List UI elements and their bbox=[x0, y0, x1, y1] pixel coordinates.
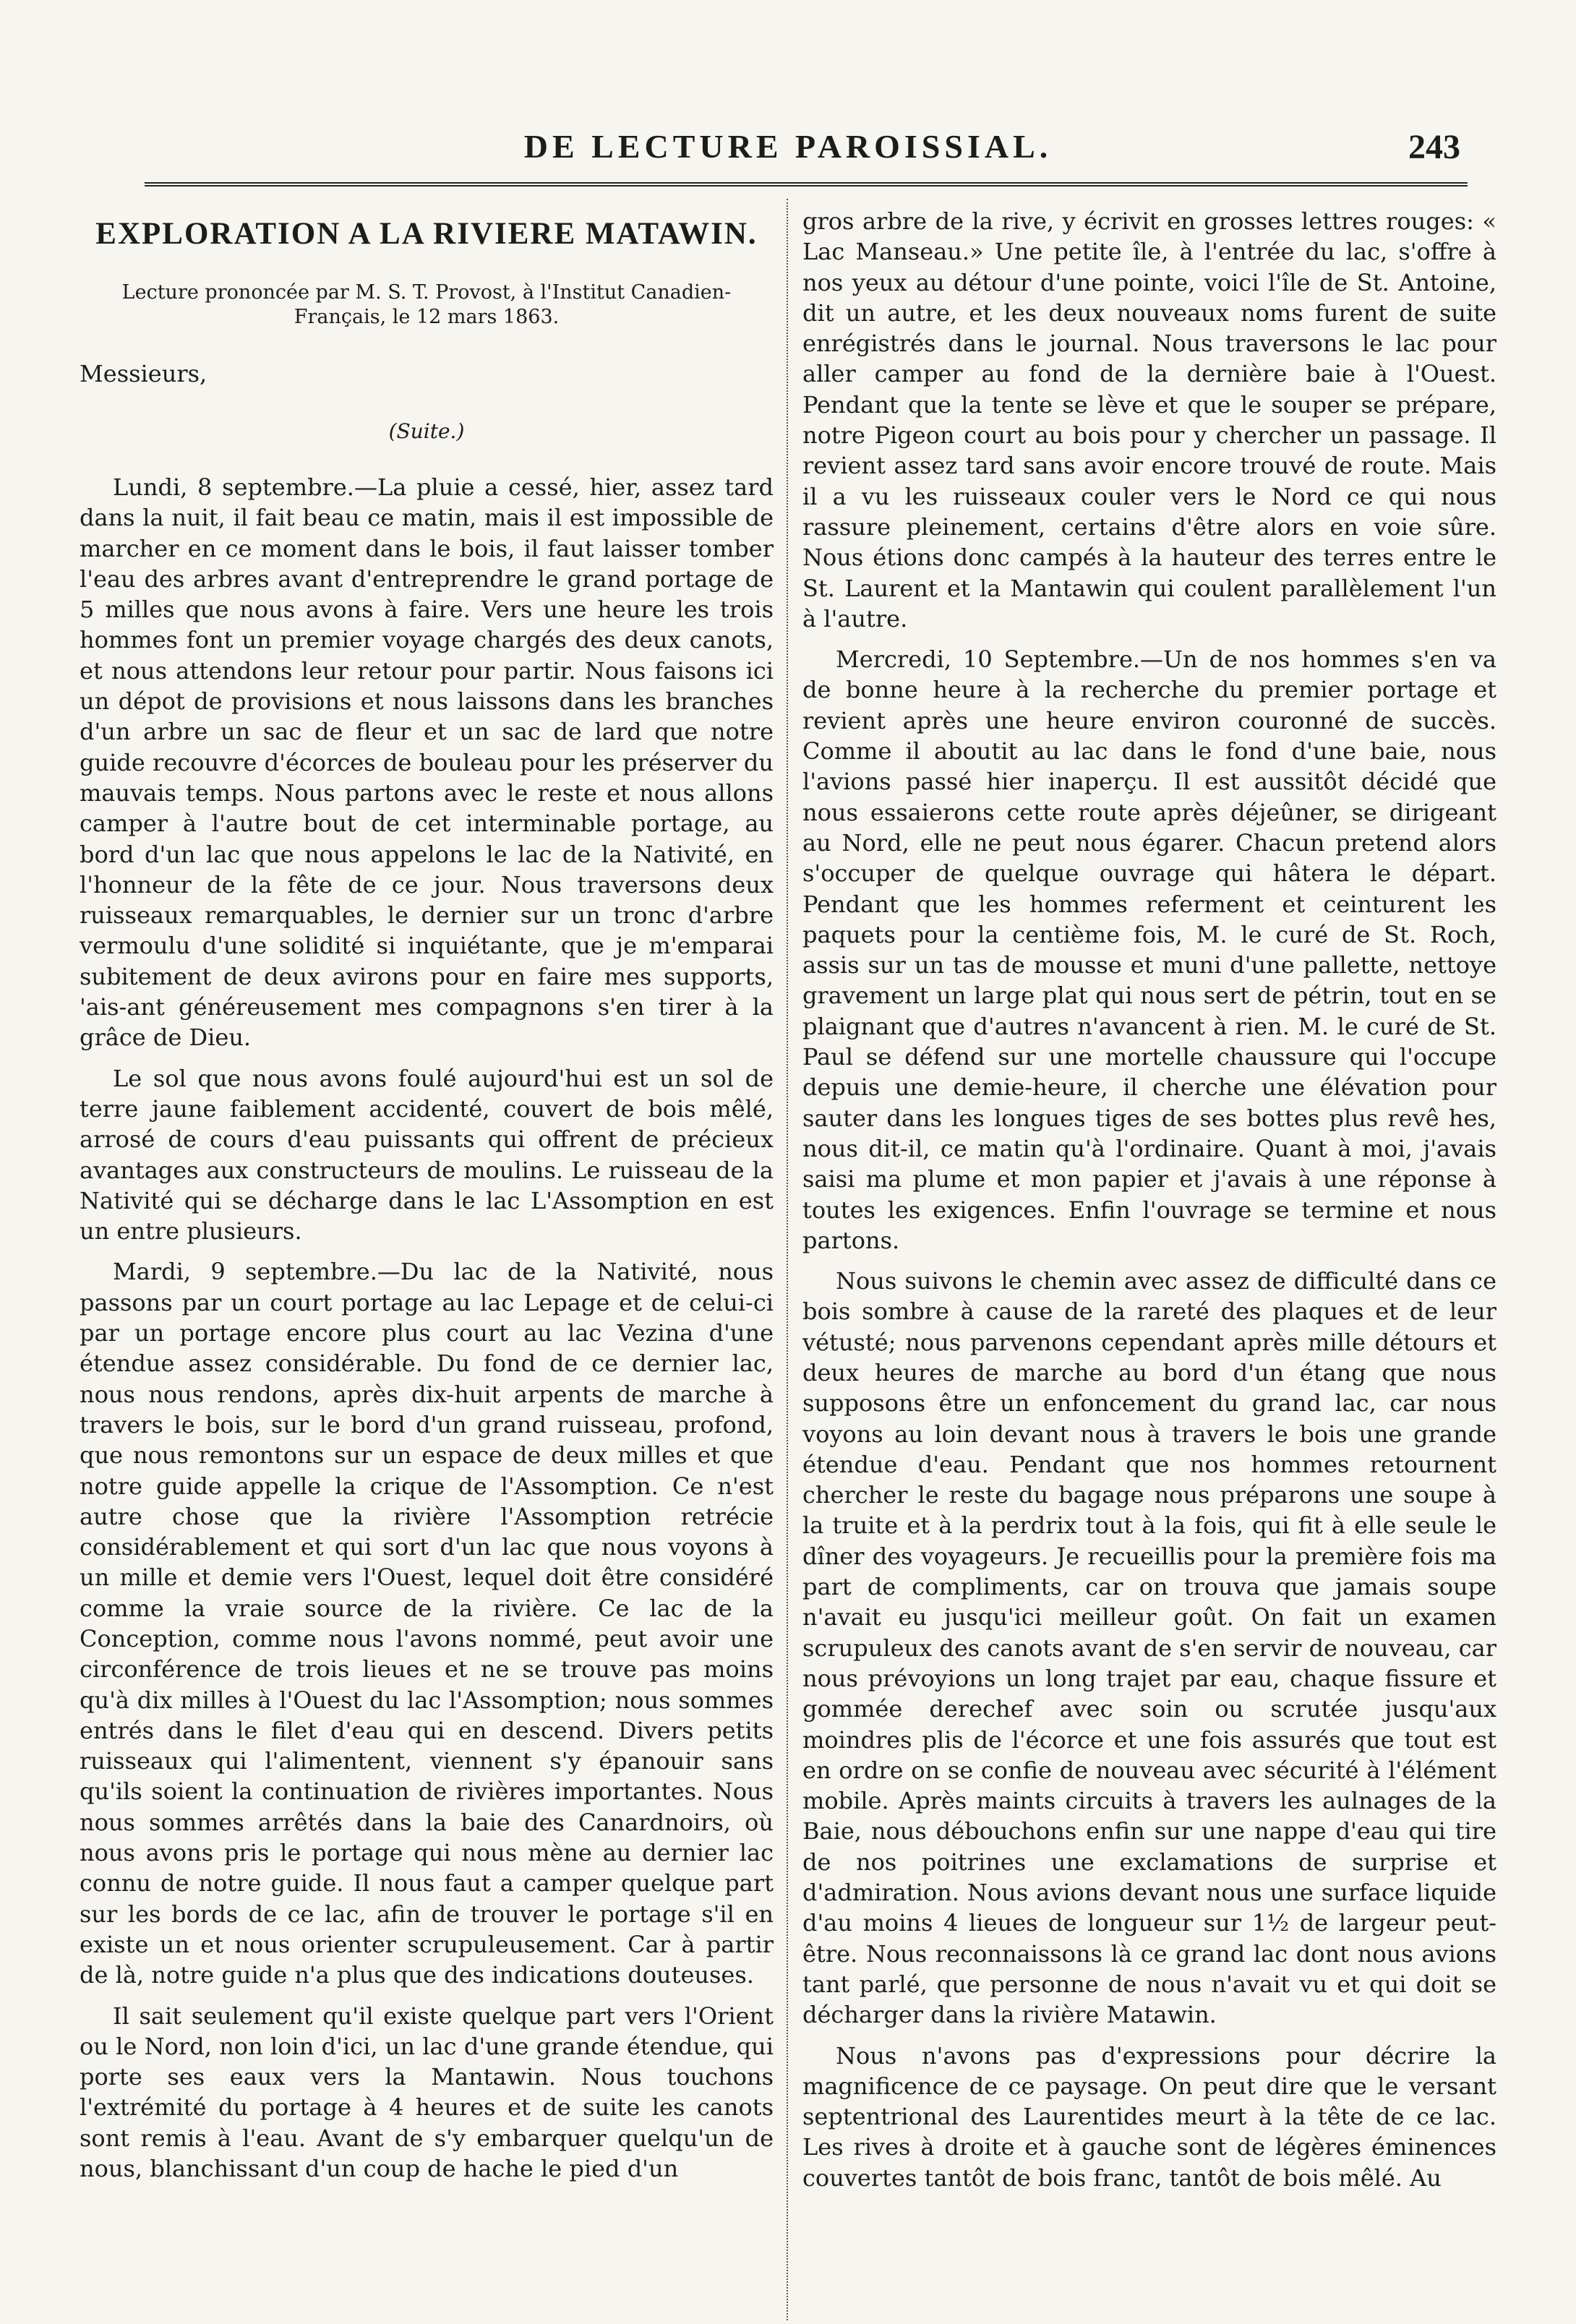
column-divider bbox=[787, 199, 788, 2320]
continued-note: (Suite.) bbox=[388, 419, 465, 443]
paragraph: Le sol que nous avons foulé aujourd'hui est un sol de terre jaune faiblement accidenté, couvert de bois mêlé, arrosé de cours d'eau puissants qui offrent de précieux avantages aux constructeurs de moulins. Le ruisseau de la Nativité qui se décharge dans le lac L'Assomption en est un entre plusieurs. bbox=[80, 1064, 774, 1245]
paragraph: Mercredi, 10 Septembre.—Un de nos hommes s'en va de bonne heure à la recherche du premier portage et revient après une heure environ couronné de succès. Comme il aboutit au lac dans le fond d'une baie, nous l'avions passé hier inaperçu. Il est aussitôt décidé que nous essaierons cette route après déjeûner, se dirigeant au Nord, elle ne peut nous égarer. Chacun pretend alors s'occuper de quelque ouvrage qui hâtera le départ. Pendant que les hommes referment et ceinturent les paquets pour la centième fois, M. le curé de St. Roch, assis sur un tas de mousse et muni d'une pallette, nettoye gravement un large plat qui nous sert de pétrin, tout en se plaignant que d'autres n'avancent à rien. M. le curé de St. Paul se défend sur une mortelle chaussure qui l'occupe depuis une demie-heure, il cherche une élévation pour sauter dans les longues tiges de ses bottes plus revê hes, nous dit-il, ce matin qu'à l'ordinaire. Quant à moi, j'avais saisi ma plume et mon papier et j'avais à une réponse à toutes les exigences. Enfin l'ouvrage se termine et nous partons. bbox=[802, 646, 1496, 1254]
header-rule bbox=[145, 182, 1468, 186]
paragraph: Il sait seulement qu'il existe quelque part vers l'Orient ou le Nord, non loin d'ici, un lac d'une grande étendue, qui porte ses eaux vers la Mantawin. Nous touchons l'extrémité du portage à 4 heures et de suite les canots sont remis à l'eau. Avant de s'y embarquer quelqu'un de nous, blanchissant d'un coup de hache le pied d'un bbox=[80, 2002, 774, 2183]
running-head: DE LECTURE PAROISSIAL. bbox=[523, 128, 1053, 165]
paragraph: gros arbre de la rive, y écrivit en grosses lettres rouges: « Lac Manseau.» Une petite île, à l'entrée du lac, s'offre à nos yeux au détour d'une pointe, voici l'île de St. Antoine, dit un autre, et les deux nouveaux noms furent de suite enrégistrés dans le journal. Nous traversons le lac pour aller camper au fond de la dernière baie à l'Ouest. Pendant que la tente se lève et que le souper se prépare, notre Pigeon court au bois pour y chercher un passage. Il revient assez tard sans avoir encore trouvé de route. Mais il a vu les ruisseaux couler vers le Nord ce qui nous rassure pleinement, certains d'être alors en voie sûre. Nous étions donc campés à la hauteur des terres entre le St. Laurent et la Mantawin qui coulent parallèlement l'un à l'autre. bbox=[802, 207, 1496, 633]
paragraph: Nous n'avons pas d'expressions pour décrire la magnificence de ce paysage. On peut dire que le versant septentrional des Laurentides meurt à la tête de ce lac. Les rives à droite et à gauche sont de légères éminences couvertes tantôt de bois franc, tantôt de bois mêlé. Au bbox=[802, 2041, 1496, 2192]
right-column bbox=[802, 206, 1496, 2193]
paragraph: Nous suivons le chemin avec assez de difficulté dans ce bois sombre à cause de la rareté des plaques et de leur vétusté; nous parvenons cependant après mille détours et deux heures de marche au bord d'un étang que nous supposons être un enfoncement du grand lac, car nous voyons au loin devant nous à travers le bois une grande étendue d'eau. Pendant que nos hommes retournent chercher le reste du bagage nous préparons une soupe à la truite et à la perdrix tout à la fois, qui fit à elle seule le dîner des voyageurs. Je recueillis pour la première fois ma part de compliments, car on trouva que jamais soupe n'avait eu jusqu'ici meilleur goût. On fait un examen scrupuleux des canots avant de s'en servir de nouveau, car nous prévoyions un long trajet par eau, chaque fissure et gommée derechef avec soin ou scrutée jusqu'aux moindres plis de l'écorce et une fois assurés que tout est en ordre on se confie de nouveau avec sécurité à l'élément mobile. Après maints circuits à travers les aulnages de la Baie, nous débouchons enfin sur une nappe d'eau qui tire de nos poitrines une exclamations de surprise et d'admiration. Nous avions devant nous une surface liquide d'au moins 4 lieues de longueur sur 1½ de largeur peut-être. Nous reconnaissons là ce grand lac dont nous avions tant parlé, que personne de nous n'avait vu et qui doit se décharger dans la rivière Matawin. bbox=[802, 1267, 1496, 2029]
paragraph: Lundi, 8 septembre.—La pluie a cessé, hier, assez tard dans la nuit, il fait beau ce matin, mais il est impossible de marcher en ce moment dans le bois, il faut laisser tomber l'eau des arbres avant d'entreprendre le grand portage de 5 milles que nous avons à faire. Vers une heure les trois hommes font un premier voyage chargés des deux canots, et nous attendons leur retour pour partir. Nous faisons ici un dépot de provisions et nous laissons dans les branches d'un arbre un sac de fleur et un sac de lard que notre guide recouvre d'écorces de bouleau pour les préserver du mauvais temps. Nous partons avec le reste et nous allons camper à l'autre bout de cet interminable portage, au bord d'un lac que nous appelons le lac de la Nativité, en l'honneur de la fête de ce jour. Nous traversons deux ruisseaux remarquables, le dernier sur un tronc d'arbre vermoulu d'une solidité si inquiétante, que je m'emparai subitement de deux avirons pour en faire mes supports, 'ais-ant généreusement mes compagnons s'en tirer à la grâce de Dieu. bbox=[80, 473, 774, 1052]
article-title: EXPLORATION A LA RIVIERE MATAWIN. bbox=[95, 217, 758, 251]
left-column bbox=[80, 206, 774, 2184]
paragraph: Mardi, 9 septembre.—Du lac de la Nativité, nous passons par un court portage au lac Lepage et de celui-ci par un portage encore plus court au lac Vezina d'une étendue assez considérable. Du fond de ce dernier lac, nous nous rendons, après dix-huit arpents de marche à travers le bois, sur le bord d'un grand ruisseau, profond, que nous remontons sur un espace de deux milles et que notre guide appelle la crique de l'Assomption. Ce n'est autre chose que la rivière l'Assomption retrécie considérablement et qui sort d'un lac que nous voyons à un mille et demie vers l'Ouest, lequel doit être considéré comme la vraie source de la rivière. Ce lac de la Conception, comme nous l'avons nommé, peut avoir une circonférence de trois lieues et ne se trouve pas moins qu'à dix milles à l'Ouest du lac l'Assomption; nous sommes entrés dans le filet d'eau qui en descend. Divers petits ruisseaux qui l'alimentent, viennent s'y épanouir sans qu'ils soient la continuation de rivières importantes. Nous nous sommes arrêtés dans la baie des Canardnoirs, où nous avons pris le portage qui nous mène au dernier lac connu de notre guide. Il nous faut a camper quelque part sur les bords de ce lac, afin de trouver le portage s'il en existe un et nous orienter scrupuleusement. Car à partir de là, notre guide n'a plus que des indications douteuses. bbox=[80, 1258, 774, 1989]
salutation: Messieurs, bbox=[80, 360, 207, 387]
page-number: 243 bbox=[1408, 128, 1460, 166]
article-byline: Lecture prononcée par M. S. T. Provost, à l'Institut Canadien-Français, le 12 mars 1863. bbox=[121, 281, 732, 328]
